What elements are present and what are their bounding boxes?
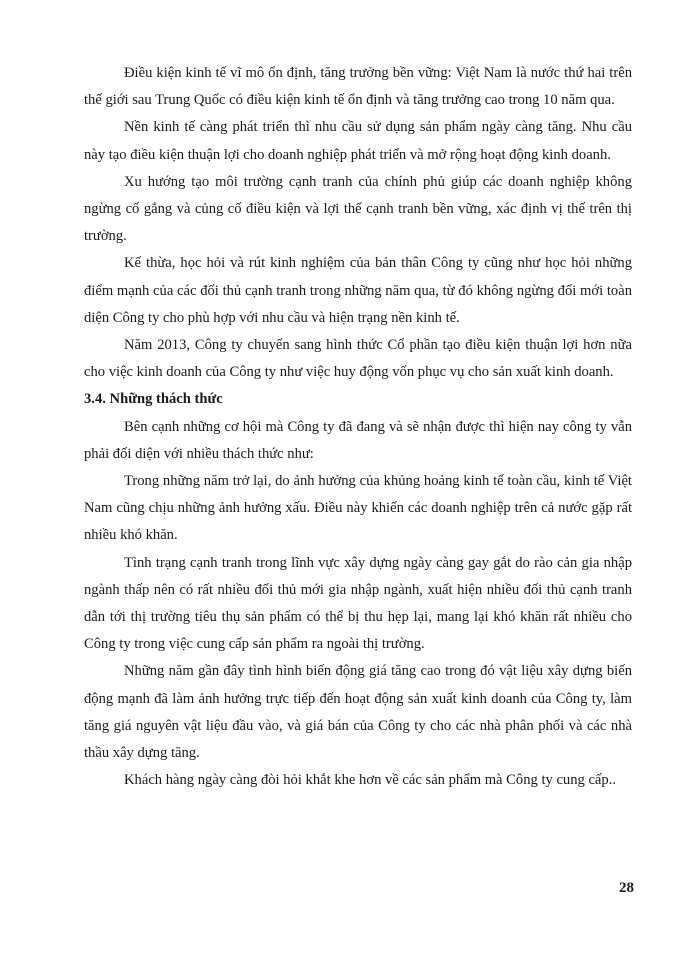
paragraph-economic-demand: Nền kinh tế càng phát triển thì nhu cầu sử dụng sản phẩm ngày càng tăng. Nhu cầu này tạo điều kiện thuận lợi cho doanh nghiệp phát triển và mở rộng hoạt động kinh doanh. — [84, 119, 632, 163]
page-body — [84, 60, 632, 794]
page-number: 28 — [619, 880, 634, 896]
paragraph-joint-stock-2013: Năm 2013, Công ty chuyển sang hình thức Cổ phần tạo điều kiện thuận lợi hơn nữa cho việc kinh doanh của Công ty như việc huy động vốn phục vụ cho sản xuất kinh doanh. — [84, 337, 632, 381]
paragraph-macro-stability: Điều kiện kinh tế vĩ mô ổn định, tăng trưởng bền vững: Việt Nam là nước thứ hai trên thế giới sau Trung Quốc có điều kiện kinh tế ổn định và tăng trưởng cao trong 10 năm qua. — [84, 65, 632, 109]
paragraph-customer-demands: Khách hàng ngày càng đòi hỏi khắt khe hơn về các sản phẩm mà Công ty cung cấp.. — [124, 772, 617, 789]
paragraph-construction-competition: Tình trạng cạnh tranh trong lĩnh vực xây dựng ngày càng gay gắt do rào cản gia nhập ngành thấp nên có rất nhiều đối thủ mới gia nhập ngành, xuất hiện nhiều đối thủ cạnh tranh dẫn tới thị trường tiêu thụ sản phẩm có thể bị thu hẹp lại, mang lại khó khăn rất nhiều cho Công ty trong việc cung cấp sản phẩm ra ngoài thị trường. — [84, 554, 632, 653]
section-heading-challenges: 3.4. Những thách thức — [84, 391, 223, 408]
paragraph-price-volatility: Những năm gần đây tình hình biến động giá tăng cao trong đó vật liệu xây dựng biến động mạnh đã làm ảnh hưởng trực tiếp đến hoạt động sản xuất kinh doanh của Công ty, làm tăng giá nguyên vật liệu đầu vào, và giá bán của Công ty cho các nhà phân phối và các nhà thầu xây dựng tăng. — [84, 663, 632, 762]
paragraph-challenges-intro: Bên cạnh những cơ hội mà Công ty đã đang và sẽ nhận được thì hiện nay công ty vẫn phải đối diện với nhiều thách thức như: — [84, 418, 632, 462]
paragraph-competition-policy: Xu hướng tạo môi trường cạnh tranh của chính phủ giúp các doanh nghiệp không ngừng cố gắng và củng cố điều kiện và lợi thế cạnh tranh bền vững, xác định vị thế trên thị trường. — [84, 173, 632, 245]
paragraph-learning-experience: Kế thừa, học hỏi và rút kinh nghiệm của bản thân Công ty cũng như học hỏi những điểm mạnh của các đối thủ cạnh tranh trong những năm qua, từ đó không ngừng đổi mới toàn diện Công ty cho phù hợp với nhu cầu và hiện trạng nền kinh tế. — [84, 255, 632, 326]
paragraph-global-crisis: Trong những năm trở lại, do ảnh hưởng của khủng hoảng kinh tế toàn cầu, kinh tế Việt Nam cũng chịu những ảnh hưởng xấu. Điều này khiến các doanh nghiệp trên cả nước gặp rất nhiều khó khăn. — [84, 473, 632, 544]
